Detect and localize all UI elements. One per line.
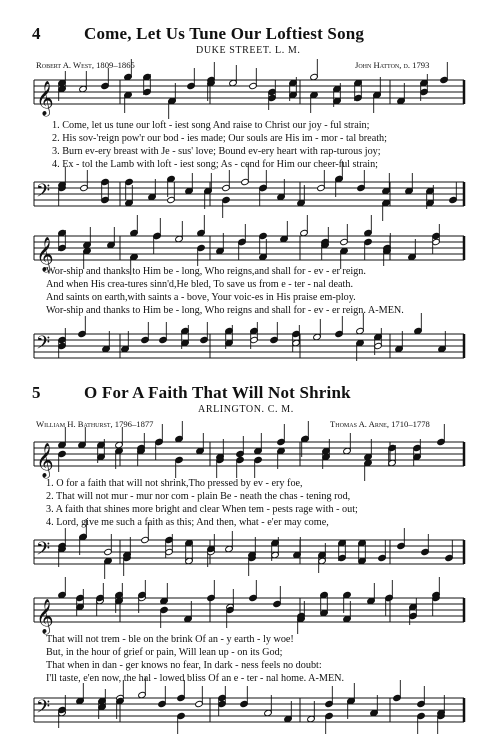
lyric-line: And when His crea-tures sinn'd,He bled, To save us from e - ter - nal death. — [46, 279, 354, 290]
tune-name: ARLINGTON. C. M. — [198, 404, 294, 415]
bass-staff — [0, 174, 480, 220]
bass-staff — [0, 326, 480, 372]
notes — [58, 421, 446, 481]
words-credit: William H. Bathurst, 1796–1877 — [36, 419, 154, 429]
notes — [58, 161, 458, 221]
bass-staff — [0, 532, 480, 578]
hymn-number: 4 — [32, 24, 41, 43]
treble-staff — [0, 434, 480, 480]
lyric-line: And saints on earth,with saints a - bove, Your voic-es in His praise em-ploy. — [46, 292, 356, 303]
bass-clef-icon: 𝄢 — [36, 181, 51, 206]
hymn-title: Come, Let Us Tune Our Loftiest Song — [84, 24, 365, 43]
lyric-line: That when in dan - ger knows no fear, In dark - ness feels no doubt: — [46, 660, 322, 671]
words-credit: Robert A. West, 1809–1865 — [36, 60, 135, 70]
lyric-line: 4. Ex - tol the Lamb with loft - iest song; As - cend for Him our cheer-ful strain; — [52, 159, 379, 170]
lyric-line: 3. A faith that shines more bright and clear When tem - pests rage with - out; — [46, 504, 358, 515]
tune-name: DUKE STREET. L. M. — [196, 45, 301, 56]
notes — [58, 519, 454, 579]
lyric-line: 3. Burn ev-ery breast with Je - sus' love; Bound ev-ery heart with rap-turous joy; — [52, 146, 381, 157]
staff-lines — [34, 236, 464, 260]
lyric-line: 4. Lord, give me such a faith as this; And then, what - e'er may come, — [46, 517, 329, 528]
staff-lines — [34, 182, 464, 206]
notes — [58, 577, 441, 634]
treble-clef-icon: 𝄞 — [36, 443, 54, 478]
hymn-title: O For A Faith That Will Not Shrink — [84, 383, 351, 402]
lyric-line: Wor-ship and thanks to Him be - long, Who reigns and shall for - ev - er reign. A-MEN. — [46, 305, 404, 316]
treble-staff — [0, 72, 480, 118]
treble-clef-icon: 𝄞 — [36, 81, 54, 116]
treble-clef-icon: 𝄞 — [36, 599, 54, 634]
treble-staff — [0, 590, 480, 636]
lyric-line: But, in the hour of grief or pain, Will lean up - on its God; — [46, 647, 283, 658]
bass-staff — [0, 690, 480, 736]
music-credit: Thomas A. Arne, 1710–1778 — [330, 419, 430, 429]
lyric-line: 1. Come, let us tune our loft - iest song And raise to Christ our joy - ful strain; — [52, 120, 370, 131]
lyric-line: 2. His sov-'reign pow'r our bod - ies made; Our souls are His im - mor - tal breath; — [52, 133, 387, 144]
notes — [58, 677, 446, 734]
bass-clef-icon: 𝄢 — [36, 333, 51, 358]
notes — [58, 313, 447, 361]
bass-clef-icon: 𝄢 — [36, 539, 51, 564]
lyric-line: I'll taste, e'en now, the hal - lowed bliss Of an e - ter - nal home. A-MEN. — [46, 673, 345, 684]
hymn-number: 5 — [32, 383, 41, 402]
bass-clef-icon: 𝄢 — [36, 697, 51, 722]
music-credit: John Hatton, d. 1793 — [355, 60, 430, 70]
lyric-line: 2. That will not mur - mur nor com - plain Be - neath the chas - tening rod, — [46, 491, 351, 502]
lyric-line: Wor-ship and thanks to Him be - long, Who reigns,and shall for - ev - er reign. — [46, 266, 366, 277]
lyric-line: That will not trem - ble on the brink Of an - y earth - ly woe! — [46, 634, 294, 645]
treble-clef-icon: 𝄞 — [36, 237, 54, 272]
lyric-line: 1. O for a faith that will not shrink,Tho pressed by ev - ery foe, — [46, 478, 303, 489]
